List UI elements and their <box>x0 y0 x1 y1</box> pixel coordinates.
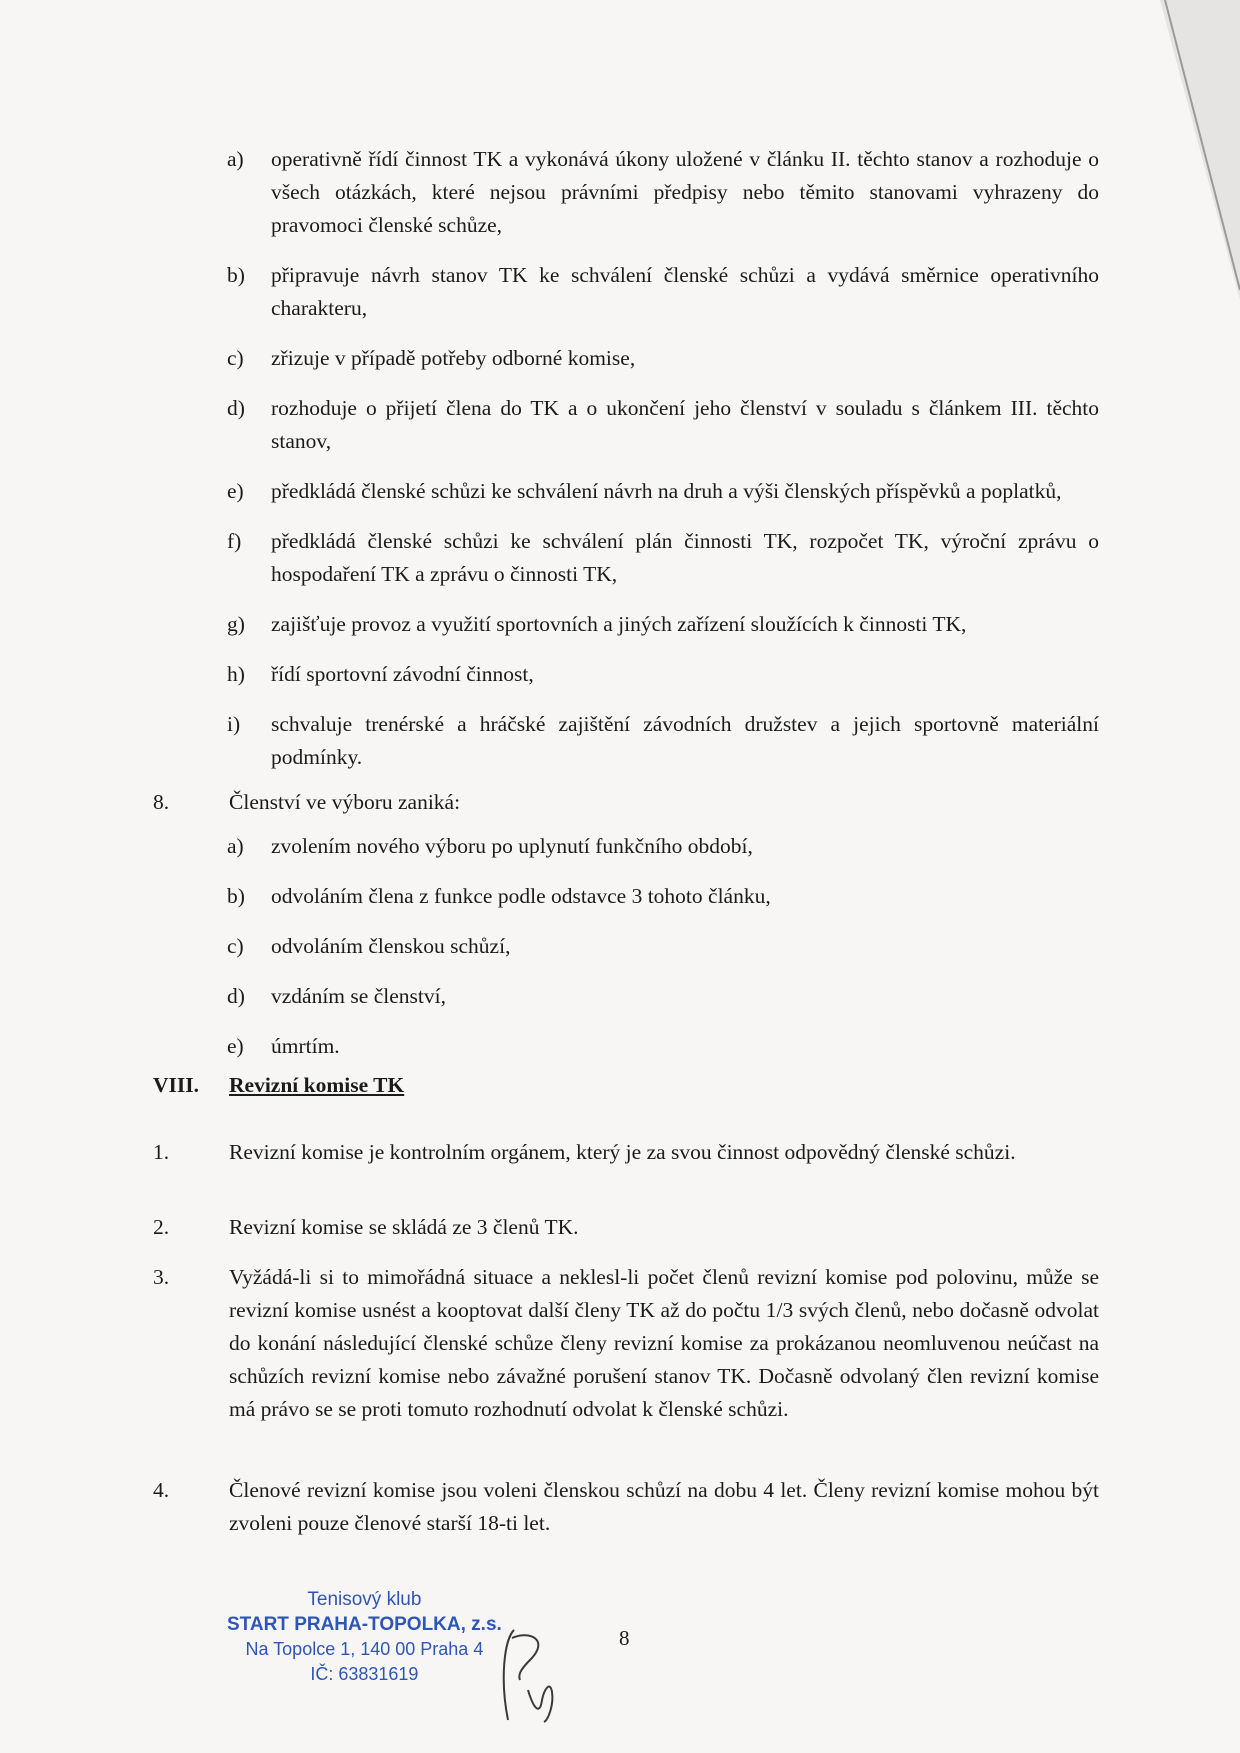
item-letter: c) <box>227 934 244 958</box>
item-text: řídí sportovní závodní činnost, <box>271 662 534 686</box>
item-text: schvaluje trenérské a hráčské zajištění závodních družstev a jejich sportovně materiální podmínky. <box>271 712 1099 769</box>
list-item <box>227 930 1099 963</box>
section-heading <box>153 1069 404 1102</box>
item-text: zajišťuje provoz a využití sportovních a jiných zařízení sloužících k činnosti TK, <box>271 612 967 636</box>
item-letter: i) <box>227 712 241 736</box>
list-item <box>153 1211 1099 1244</box>
item-number: 4. <box>153 1478 170 1502</box>
item-text: předkládá členské schůzi ke schválení plán činnosti TK, rozpočet TK, výroční zprávu o hospodaření TK a zprávu o činnosti TK, <box>271 529 1099 586</box>
list-item <box>227 980 1099 1013</box>
item-text: odvoláním členskou schůzí, <box>271 934 511 958</box>
list-item <box>227 608 1099 641</box>
item-text: úmrtím. <box>271 1034 340 1058</box>
item-letter: e) <box>227 479 244 503</box>
stamp-club-label: Tenisový klub <box>307 1589 422 1610</box>
item-letter: a) <box>227 147 244 171</box>
section-title: Revizní komise TK <box>229 1073 405 1097</box>
item-text: operativně řídí činnost TK a vykonává úkony uložené v článku II. těchto stanov a rozhoduje o všech otázkách, které nejsou právními předpisy nebo těmito stanovami vyhrazeny do pravomoci členské schůze, <box>271 147 1099 237</box>
item-letter: h) <box>227 662 245 686</box>
item-text: odvoláním člena z funkce podle odstavce 3 tohoto článku, <box>271 884 771 908</box>
item-letter: g) <box>227 612 245 636</box>
item-letter: c) <box>227 346 244 370</box>
list-item <box>227 658 1099 691</box>
item-text: připravuje návrh stanov TK ke schválení členské schůzi a vydává směrnice operativního charakteru, <box>271 263 1099 320</box>
list-item <box>227 475 1099 508</box>
page-number: 8 <box>619 1626 630 1650</box>
item-text: předkládá členské schůzi ke schválení návrh na druh a výši členských příspěvků a poplatků, <box>271 479 1062 503</box>
item-text: zřizuje v případě potřeby odborné komise, <box>271 346 636 370</box>
stamp-address: Na Topolce 1, 140 00 Praha 4 <box>245 1639 484 1659</box>
item-letter: d) <box>227 396 245 420</box>
list-item-8 <box>153 786 1099 819</box>
list-item <box>227 1030 1099 1063</box>
list-item <box>227 342 1099 375</box>
list-item <box>153 1136 1099 1169</box>
item-number: 1. <box>153 1140 170 1164</box>
list-item <box>227 259 1099 325</box>
item-text: Revizní komise se skládá ze 3 členů TK. <box>229 1215 579 1239</box>
item-letter: d) <box>227 984 245 1008</box>
club-stamp <box>227 1587 502 1687</box>
item-text: Vyžádá-li si to mimořádná situace a neklesl-li počet členů revizní komise pod polovinu, může se revizní komise usnést a kooptovat další členy TK až do počtu 1/3 svých členů, nebo dočasně odvolat do konání následující členské schůze členy revizní komise za prokázanou neomluvenou neúčast na schůzích revizní komise nebo závažné porušení stanov TK. Dočasně odvolaný člen revizní komise má právo se se proti tomuto rozhodnutí odvolat k členské schůzi. <box>229 1265 1099 1421</box>
item-number: 3. <box>153 1265 170 1289</box>
item-number: 8. <box>153 790 170 814</box>
list-item <box>227 143 1099 242</box>
item-letter: e) <box>227 1034 244 1058</box>
list-item <box>227 708 1099 774</box>
item-letter: b) <box>227 263 245 287</box>
list-item <box>227 525 1099 591</box>
item-number: 2. <box>153 1215 170 1239</box>
item8-sublist <box>227 830 1099 1063</box>
item-letter: b) <box>227 884 245 908</box>
item-text: vzdáním se členství, <box>271 984 446 1008</box>
item-text: Členové revizní komise jsou voleni členskou schůzí na dobu 4 let. Členy revizní komise mohou být zvoleni pouze členové starší 18-ti let. <box>229 1478 1099 1535</box>
handwritten-signature <box>490 1620 580 1730</box>
section7-list <box>227 143 1099 774</box>
list-item <box>227 880 1099 913</box>
item-text: rozhoduje o přijetí člena do TK a o ukončení jeho členství v souladu s článkem III. těchto stanov, <box>271 396 1099 453</box>
list-item <box>227 392 1099 458</box>
item-letter: f) <box>227 529 242 553</box>
item-text: zvolením nového výboru po uplynutí funkčního období, <box>271 834 753 858</box>
item-text: Revizní komise je kontrolním orgánem, který je za svou činnost odpovědný členské schůzi. <box>229 1140 1016 1164</box>
list-item <box>227 830 1099 863</box>
stamp-ico: IČ: 63831619 <box>310 1664 419 1684</box>
item-letter: a) <box>227 834 244 858</box>
list-item <box>153 1261 1099 1426</box>
section-number: VIII. <box>153 1073 200 1097</box>
list-item <box>153 1474 1099 1540</box>
stamp-club-name: START PRAHA-TOPOLKA, z.s. <box>227 1614 502 1635</box>
item-text: Členství ve výboru zaniká: <box>229 790 461 814</box>
